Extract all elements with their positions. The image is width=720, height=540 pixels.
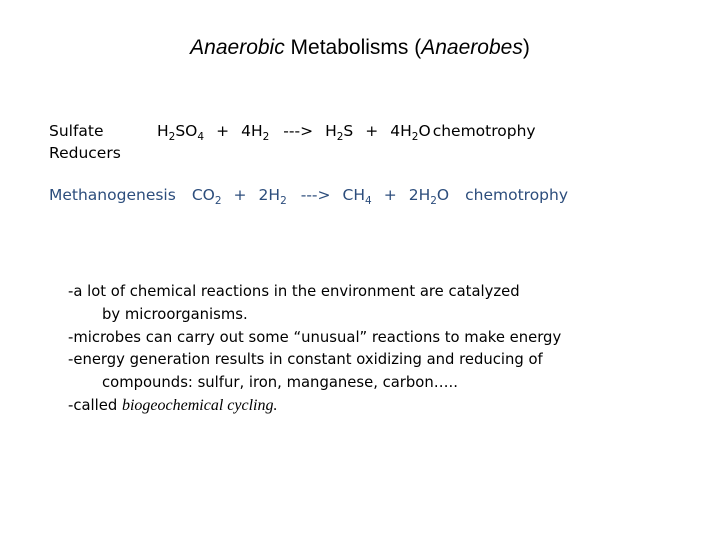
eq-sub: 2 bbox=[280, 195, 287, 207]
bullet-2: -microbes can carry out some “unusual” reactions to make energy bbox=[68, 328, 562, 346]
eq-sub: 2 bbox=[336, 131, 344, 143]
eq-sub: 2 bbox=[411, 131, 419, 143]
eq-water-coef: 4H bbox=[390, 122, 412, 140]
sulfate-reducers-label bbox=[49, 120, 121, 164]
eq-sub: 2 bbox=[168, 131, 176, 143]
eq-h: H bbox=[157, 122, 169, 140]
eq-sub: 2 bbox=[214, 195, 222, 207]
methano-chemotrophy-label: chemotrophy bbox=[465, 186, 569, 204]
eq-plus: + bbox=[365, 122, 379, 140]
eq-arrow: ---> bbox=[300, 186, 331, 204]
eq-plus: + bbox=[233, 186, 247, 204]
sulfate-label-line2: Reducers bbox=[49, 144, 121, 162]
eq-ch: CH bbox=[342, 186, 366, 204]
methanogenesis-label: Methanogenesis bbox=[49, 186, 176, 204]
bullet-1-line2: by microorganisms. bbox=[102, 305, 248, 323]
title-metabolisms: Metabolisms ( bbox=[284, 36, 422, 59]
eq-sub: 4 bbox=[365, 195, 372, 207]
eq-sub: 4 bbox=[197, 131, 205, 143]
bullet-4 bbox=[68, 395, 561, 418]
methanogenesis-row bbox=[49, 184, 568, 206]
eq-so: SO bbox=[175, 122, 198, 140]
eq-water-o: O bbox=[436, 186, 450, 204]
eq-plus: + bbox=[383, 186, 397, 204]
sulfate-label-line1: Sulfate bbox=[49, 122, 104, 140]
eq-co: CO bbox=[191, 186, 215, 204]
eq-arrow: ---> bbox=[283, 122, 314, 140]
eq-h2-coef: 4H bbox=[241, 122, 263, 140]
bullet-list bbox=[68, 281, 561, 418]
eq-sub: 2 bbox=[430, 195, 437, 207]
title-anaerobes: Anaerobes bbox=[421, 36, 523, 59]
bullet-4-period: . bbox=[273, 396, 278, 414]
eq-h2-coef: 2H bbox=[258, 186, 281, 204]
eq-h2s-h: H bbox=[325, 122, 337, 140]
bullet-3-line1: -energy generation results in constant oxidizing and reducing of bbox=[68, 351, 543, 369]
eq-water-coef: 2H bbox=[408, 186, 431, 204]
eq-chemotrophy-label: chemotrophy bbox=[432, 122, 536, 140]
title-anaerobic: Anaerobic bbox=[190, 36, 285, 59]
eq-water-o: O bbox=[418, 122, 431, 140]
eq-sub: 2 bbox=[262, 131, 270, 143]
bullet-4-term: biogeochemical cycling bbox=[121, 396, 274, 414]
sulfate-equation bbox=[157, 120, 536, 142]
bullet-3-line2: compounds: sulfur, iron, manganese, carbon….. bbox=[102, 374, 458, 392]
title-close-paren: ) bbox=[522, 36, 530, 59]
eq-h2s-s: S bbox=[343, 122, 354, 140]
bullet-1-line1: -a lot of chemical reactions in the environment are catalyzed bbox=[68, 283, 520, 300]
eq-plus: + bbox=[216, 122, 230, 140]
bullet-4-prefix: -called bbox=[68, 396, 122, 414]
slide-title bbox=[0, 36, 720, 60]
